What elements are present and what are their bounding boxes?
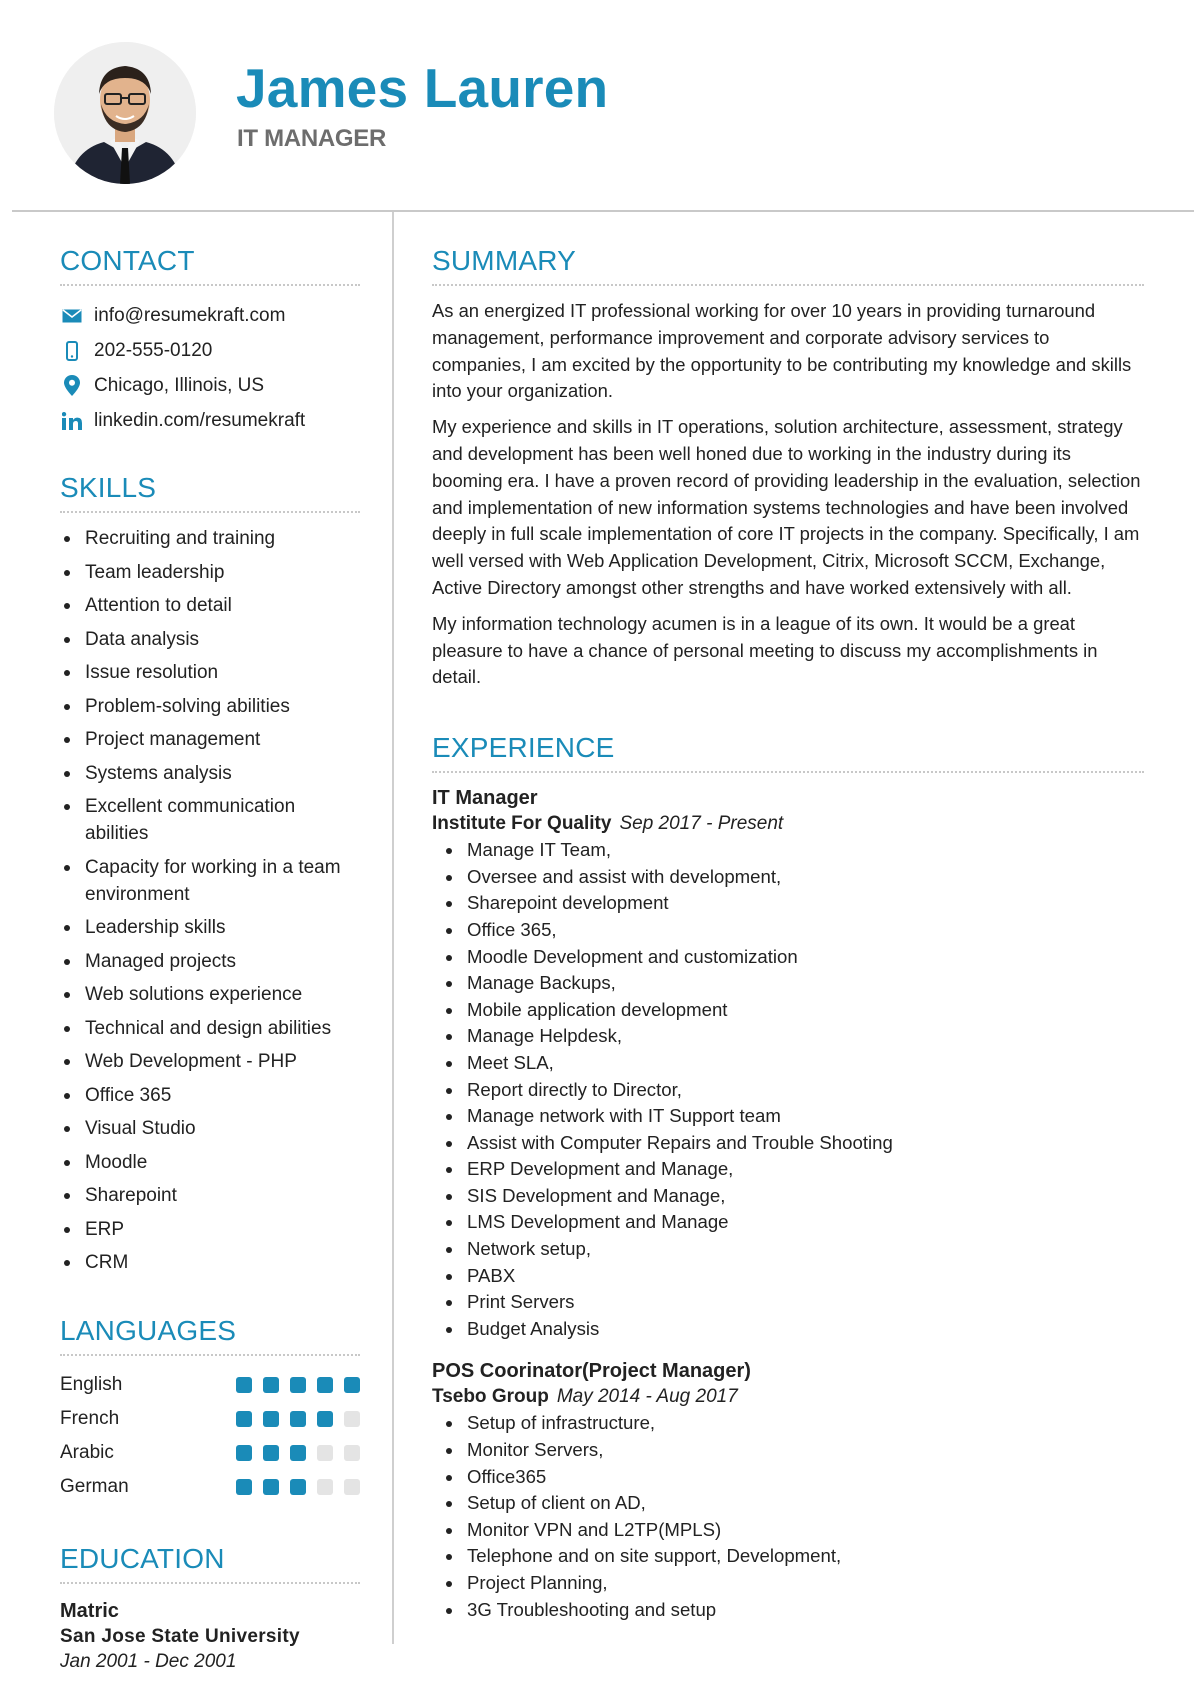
job-meta: [432, 1384, 1144, 1410]
duty-item: Mobile application development: [432, 997, 1144, 1024]
skill-item: Visual Studio: [60, 1115, 360, 1142]
proficiency-dot-filled: [344, 1377, 360, 1393]
duty-item: Report directly to Director,: [432, 1077, 1144, 1104]
job-dates: May 2014 - Aug 2017: [556, 1386, 738, 1408]
location-icon: [60, 375, 84, 397]
left-column: [60, 244, 360, 1674]
proficiency-dot-filled: [290, 1479, 306, 1495]
contact-heading: CONTACT: [60, 245, 195, 276]
column-divider: [392, 212, 394, 1644]
duty-item: Setup of client on AD,: [432, 1490, 1144, 1517]
proficiency-dot-empty: [317, 1479, 333, 1495]
skills-heading: SKILLS: [60, 472, 157, 503]
summary-paragraph: My information technology acumen is in a league of its own. It would be a great pleasure to have a chance of personal meeting to discuss my accomplishments in detail.: [432, 612, 1098, 688]
profile-photo: [54, 42, 196, 184]
section-divider: [60, 1582, 360, 1584]
candidate-job-title: IT MANAGER: [237, 125, 386, 152]
proficiency-dot-empty: [344, 1479, 360, 1495]
duty-item: Manage Helpdesk,: [432, 1023, 1144, 1050]
duty-item: Setup of infrastructure,: [432, 1410, 1144, 1437]
skill-item: Recruiting and training: [60, 525, 360, 552]
proficiency-rating: [236, 1445, 360, 1461]
skill-item: Technical and design abilities: [60, 1015, 360, 1042]
section-divider: [60, 1354, 360, 1356]
skill-item: Project management: [60, 726, 360, 753]
proficiency-dot-filled: [236, 1445, 252, 1461]
proficiency-dot-filled: [236, 1411, 252, 1427]
skill-item: Moodle: [60, 1149, 360, 1176]
section-divider: [60, 284, 360, 286]
skill-item: Web Development - PHP: [60, 1048, 360, 1075]
skill-item: Attention to detail: [60, 592, 360, 619]
education-degree: Matric: [60, 1600, 119, 1622]
job-duties: [432, 1410, 1144, 1623]
proficiency-dot-filled: [263, 1479, 279, 1495]
experience-section: [432, 731, 1144, 1623]
skill-item: ERP: [60, 1216, 360, 1243]
duty-item: Project Planning,: [432, 1570, 1144, 1597]
section-divider: [432, 771, 1144, 773]
experience-heading: EXPERIENCE: [432, 732, 615, 764]
skill-item: Sharepoint: [60, 1182, 360, 1209]
skill-item: Data analysis: [60, 626, 360, 653]
skill-item: Office 365: [60, 1082, 360, 1109]
skills-section: [60, 471, 360, 1276]
duty-item: SIS Development and Manage,: [432, 1183, 1144, 1210]
contact-list: [60, 298, 360, 438]
language-row: [60, 1470, 360, 1504]
proficiency-dot-filled: [290, 1445, 306, 1461]
duty-item: Telephone and on site support, Development,: [432, 1543, 1144, 1570]
candidate-name: James Lauren: [236, 57, 609, 119]
duty-item: Manage network with IT Support team: [432, 1103, 1144, 1130]
proficiency-rating: [236, 1479, 360, 1495]
languages-section: [60, 1314, 360, 1504]
proficiency-dot-filled: [263, 1411, 279, 1427]
contact-phone[interactable]: [60, 333, 360, 368]
proficiency-dot-empty: [344, 1445, 360, 1461]
proficiency-dot-filled: [290, 1411, 306, 1427]
duty-item: Budget Analysis: [432, 1316, 1144, 1343]
proficiency-dot-filled: [263, 1377, 279, 1393]
job-duties: [432, 837, 1144, 1342]
skill-item: Problem-solving abilities: [60, 693, 360, 720]
summary-section: [432, 244, 1144, 691]
job-meta: [432, 811, 1144, 837]
duty-item: LMS Development and Manage: [432, 1209, 1144, 1236]
job-dates: Sep 2017 - Present: [619, 813, 784, 835]
duty-item: Monitor VPN and L2TP(MPLS): [432, 1517, 1144, 1544]
proficiency-dot-empty: [344, 1411, 360, 1427]
duty-item: Network setup,: [432, 1236, 1144, 1263]
job-entry: [432, 1358, 1144, 1623]
education-heading: EDUCATION: [60, 1543, 225, 1574]
proficiency-dot-empty: [317, 1445, 333, 1461]
email-icon: [60, 305, 84, 327]
language-row: [60, 1402, 360, 1436]
proficiency-dot-filled: [290, 1377, 306, 1393]
duty-item: PABX: [432, 1263, 1144, 1290]
duty-item: ERP Development and Manage,: [432, 1156, 1144, 1183]
proficiency-rating: [236, 1411, 360, 1427]
proficiency-dot-filled: [236, 1479, 252, 1495]
proficiency-dot-filled: [236, 1377, 252, 1393]
header-divider: [12, 210, 1194, 212]
proficiency-rating: [236, 1377, 360, 1393]
duty-item: Manage IT Team,: [432, 837, 1144, 864]
duty-item: 3G Troubleshooting and setup: [432, 1597, 1144, 1624]
language-row: [60, 1368, 360, 1402]
duty-item: Office 365,: [432, 917, 1144, 944]
language-name: Arabic: [60, 1442, 114, 1463]
job-company: Institute For Quality: [432, 813, 612, 835]
duty-item: Office365: [432, 1464, 1144, 1491]
skill-item: Team leadership: [60, 559, 360, 586]
duty-item: Print Servers: [432, 1289, 1144, 1316]
education-dates: Jan 2001 - Dec 2001: [60, 1651, 237, 1672]
contact-linkedin-text: linkedin.com/resumekraft: [94, 409, 306, 431]
proficiency-dot-filled: [263, 1445, 279, 1461]
right-column: [432, 244, 1144, 1623]
languages-list: [60, 1368, 360, 1504]
skill-item: Capacity for working in a team environment: [60, 854, 360, 908]
job-entry: [432, 785, 1144, 1342]
duty-item: Monitor Servers,: [432, 1437, 1144, 1464]
duty-item: Assist with Computer Repairs and Trouble Shooting: [432, 1130, 1144, 1157]
section-divider: [60, 511, 360, 513]
contact-linkedin[interactable]: [60, 403, 360, 438]
duty-item: Oversee and assist with development,: [432, 864, 1144, 891]
contact-location: [60, 368, 360, 403]
section-divider: [432, 284, 1144, 286]
person-portrait-icon: [54, 42, 196, 184]
duty-item: Moodle Development and customization: [432, 944, 1144, 971]
contact-section: [60, 244, 360, 438]
linkedin-icon: [60, 410, 84, 432]
summary-paragraph: My experience and skills in IT operations, solution architecture, assessment, strategy and development has been well honed due to working in the industry during its booming era. I have a proven record of providing leadership in the evaluation, selection and implementation of new information systems technologies and have been involved deeply in full scale implementation of core IT projects in the company. Specifically, I am well versed with Web Application Development, Citrix, Microsoft SCCM, Exchange, Active Directory amongst other strengths and have worked extensively with all.: [432, 416, 1141, 598]
skills-list: [60, 525, 360, 1276]
duty-item: Manage Backups,: [432, 970, 1144, 997]
language-name: French: [60, 1408, 120, 1429]
job-role: POS Coorinator(Project Manager): [432, 1360, 751, 1383]
summary-paragraph: As an energized IT professional working for over 10 years in providing turnaround management, performance improvement and corporate advisory services to companies, I am excited by the opportunity to be contributing my knowledge and skills into your organization.: [432, 300, 1132, 402]
skill-item: Managed projects: [60, 948, 360, 975]
skill-item: Issue resolution: [60, 659, 360, 686]
skill-item: CRM: [60, 1249, 360, 1276]
language-row: [60, 1436, 360, 1470]
job-role: IT Manager: [432, 787, 538, 810]
duty-item: Sharepoint development: [432, 890, 1144, 917]
phone-icon: [60, 340, 84, 362]
skill-item: Web solutions experience: [60, 981, 360, 1008]
skill-item: Excellent communication abilities: [60, 793, 360, 847]
proficiency-dot-filled: [317, 1377, 333, 1393]
contact-location-text: Chicago, Illinois, US: [94, 374, 265, 396]
languages-heading: LANGUAGES: [60, 1315, 237, 1346]
duty-item: Meet SLA,: [432, 1050, 1144, 1077]
education-school: San Jose State University: [60, 1626, 300, 1647]
language-name: English: [60, 1374, 123, 1395]
language-name: German: [60, 1476, 129, 1497]
education-section: [60, 1542, 360, 1674]
contact-email[interactable]: [60, 298, 360, 333]
job-company: Tsebo Group: [432, 1386, 549, 1408]
contact-email-text: info@resumekraft.com: [94, 304, 286, 326]
skill-item: Leadership skills: [60, 914, 360, 941]
summary-heading: SUMMARY: [432, 245, 577, 276]
skill-item: Systems analysis: [60, 760, 360, 787]
proficiency-dot-filled: [317, 1411, 333, 1427]
contact-phone-text: 202-555-0120: [94, 339, 213, 361]
resume-header: [0, 0, 1200, 212]
